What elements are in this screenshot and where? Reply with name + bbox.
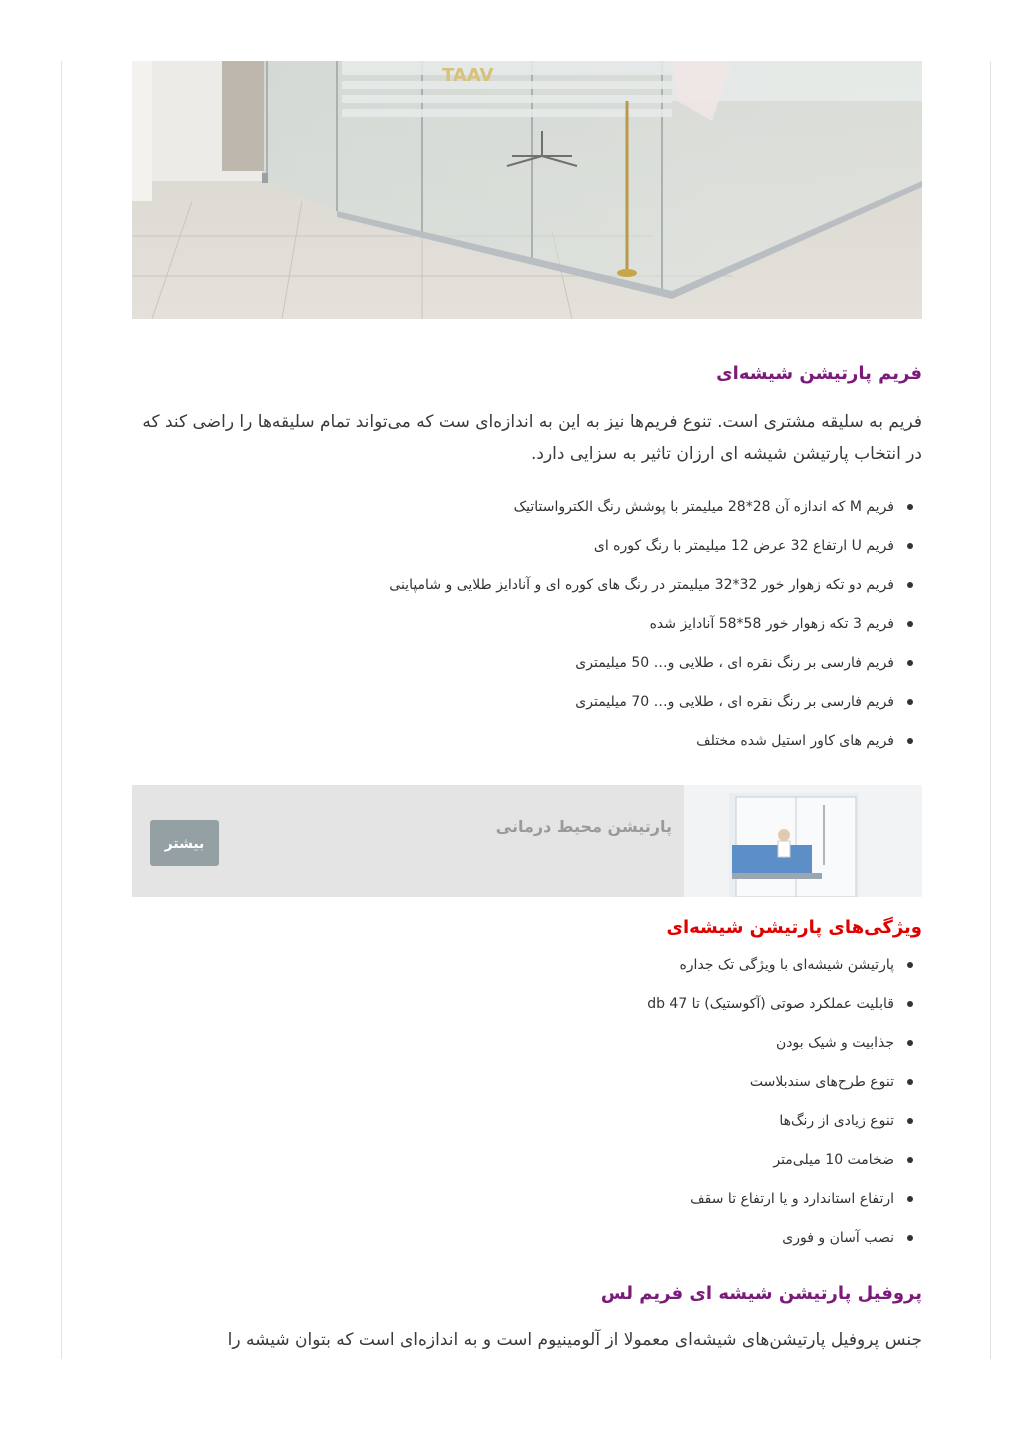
- list-item: فریم دو تکه زهوار خور 32*32 میلیمتر در رنگ های کوره ای و آنادایز طلایی و شامپاینی: [132, 572, 894, 611]
- page-frame-right-border: [990, 61, 991, 1359]
- related-post-title[interactable]: پارتیشن محیط درمانی: [495, 817, 672, 836]
- list-item: فریم فارسی بر رنگ نقره ای ، طلایی و… 70 میلیمتری: [132, 689, 894, 728]
- list-item: ارتفاع استاندارد و یا ارتفاع تا سقف: [132, 1186, 894, 1225]
- profile-paragraph-container: [132, 1324, 922, 1356]
- list-item: ضخامت 10 میلی‌متر: [132, 1147, 894, 1186]
- list-item: قابلیت عملکرد صوتی (آکوستیک) تا db 47: [132, 991, 894, 1030]
- list-item: پارتیشن شیشه‌ای با ویژگی تک جداره: [132, 952, 894, 991]
- section-frameless-profile: [132, 1283, 922, 1304]
- list-item: تنوع طرح‌های سندبلاست: [132, 1069, 894, 1108]
- profile-paragraph: جنس پروفیل پارتیشن‌های شیشه‌ای معمولا از آلومینیوم است و به اندازه‌ای است که بتوان شیشه را: [227, 1330, 922, 1350]
- page-frame-left-border: [61, 61, 62, 1359]
- frame-paragraph-container: [132, 406, 922, 470]
- frame-paragraph: فریم به سلیقه مشتری است. تنوع فریم‌ها نیز به این به اندازه‌ای ست که می‌تواند تمام سلیقه‌ها را راضی کند که در انتخاب پارتیشن شیشه ای ارزان تاثیر به سزایی دارد.: [142, 412, 922, 464]
- list-item: جذابیت و شیک بودن: [132, 1030, 894, 1069]
- list-item: فریم 3 تکه زهوار خور 58*58 آنادایز شده: [132, 611, 894, 650]
- list-item: فریم فارسی بر رنگ نقره ای ، طلایی و… 50 میلیمتری: [132, 650, 894, 689]
- frame-types-list: [132, 494, 922, 767]
- section-glass-partition-frame: [132, 363, 922, 384]
- list-item: فریم های کاور استیل شده مختلف: [132, 728, 894, 767]
- section-title-profile: پروفیل پارتیشن شیشه ای فریم لس: [600, 1283, 922, 1304]
- list-item: فریم M که اندازه آن 28*28 میلیمتر با پوشش رنگ الکترواستاتیک: [132, 494, 894, 533]
- hero-watermark: TAAV: [442, 65, 494, 86]
- office-glass-partition-photo: [132, 61, 922, 319]
- hero-image-illustration: [132, 61, 922, 319]
- list-item: تنوع زیادی از رنگ‌ها: [132, 1108, 894, 1147]
- hospital-room-thumbnail[interactable]: [684, 785, 922, 897]
- list-item: فریم U ارتفاع 32 عرض 12 میلیمتر با رنگ کوره ای: [132, 533, 894, 572]
- section-features: [132, 917, 922, 938]
- features-list: [132, 952, 922, 1264]
- hospital-room-illustration: [684, 785, 922, 897]
- section-title-features: ویژگی‌های پارتیشن شیشه‌ای: [666, 917, 922, 938]
- related-post-banner[interactable]: [132, 785, 922, 897]
- section-title-frame: فریم پارتیشن شیشه‌ای: [716, 363, 922, 384]
- more-button[interactable]: بیشتر: [150, 820, 219, 866]
- features-list-container: [132, 952, 922, 1264]
- list-item: نصب آسان و فوری: [132, 1225, 894, 1264]
- frame-list-container: [132, 494, 922, 767]
